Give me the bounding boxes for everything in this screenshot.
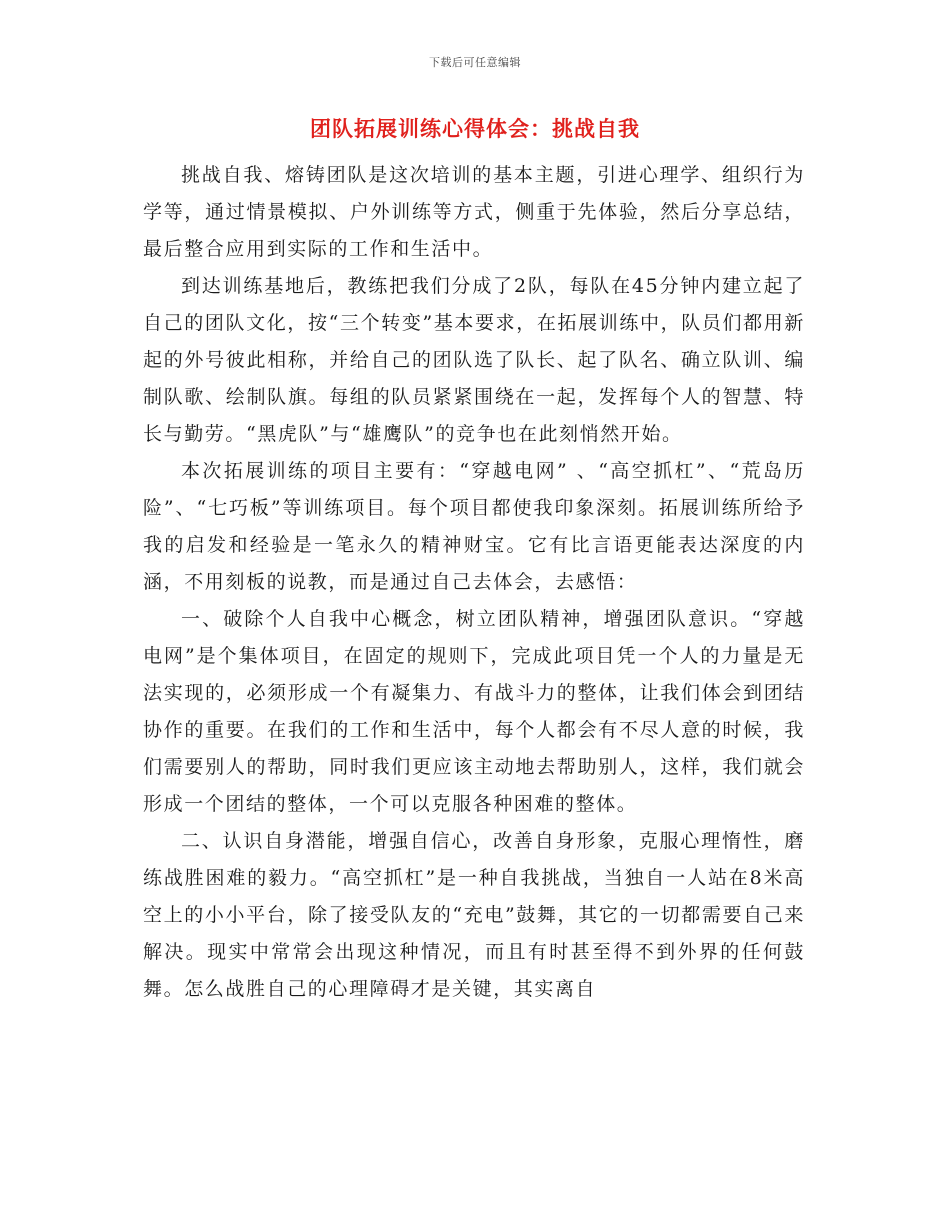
paragraph-intro: 挑战自我、熔铸团队是这次培训的基本主题，引进心理学、组织行为学等，通过情景模拟、户外训练等方式，侧重于先体验，然后分享总结，最后整合应用到实际的工作和生活中。	[143, 164, 805, 260]
paragraph-point-one: 一、破除个人自我中心概念，树立团队精神，增强团队意识。“穿越电网”是个集体项目，在固定的规则下，完成此项目凭一个人的力量是无法实现的，必须形成一个有凝集力、有战斗力的整体，让我们体会到团结协作的重要。在我们的工作和生活中，每个人都会有不尽人意的时候，我们需要别人的帮助，同时我们更应该主动地去帮助别人，这样，我们就会形成一个团结的整体，一个可以克服各种困难的整体。	[143, 608, 805, 815]
document-title: 团队拓展训练心得体会：挑战自我	[310, 116, 640, 141]
document-body	[143, 157, 805, 1008]
paragraph-point-two: 二、认识自身潜能，增强自信心，改善自身形象，克服心理惰性，磨练战胜困难的毅力。“高空抓杠”是一种自我挑战，当独自一人站在8米高空上的小小平台，除了接受队友的“充电”鼓舞，其它的一切都需要自己来解决。现实中常常会出现这种情况，而且有时甚至得不到外界的任何鼓舞。怎么战胜自己的心理障碍才是关键，其实离自	[143, 830, 805, 1000]
paragraph-team-building: 到达训练基地后，教练把我们分成了2队，每队在45分钟内建立起了自己的团队文化，按“三个转变”基本要求，在拓展训练中，队员们都用新起的外号彼此相称，并给自己的团队选了队长、起了队名、确立队训、编制队歌、绘制队旗。每组的队员紧紧围绕在一起，发挥每个人的智慧、特长与勤劳。“黑虎队”与“雄鹰队”的竞争也在此刻悄然开始。	[143, 275, 805, 445]
header-note: 下载后可任意编辑	[429, 56, 521, 69]
paragraph-projects: 本次拓展训练的项目主要有：“穿越电网” 、“高空抓杠”、“荒岛历险”、“七巧板”等训练项目。每个项目都使我印象深刻。拓展训练所给予我的启发和经验是一笔永久的精神财宝。它有比言语更能表达深度的内涵，不用刻板的说教，而是通过自己去体会，去感悟：	[143, 460, 805, 593]
